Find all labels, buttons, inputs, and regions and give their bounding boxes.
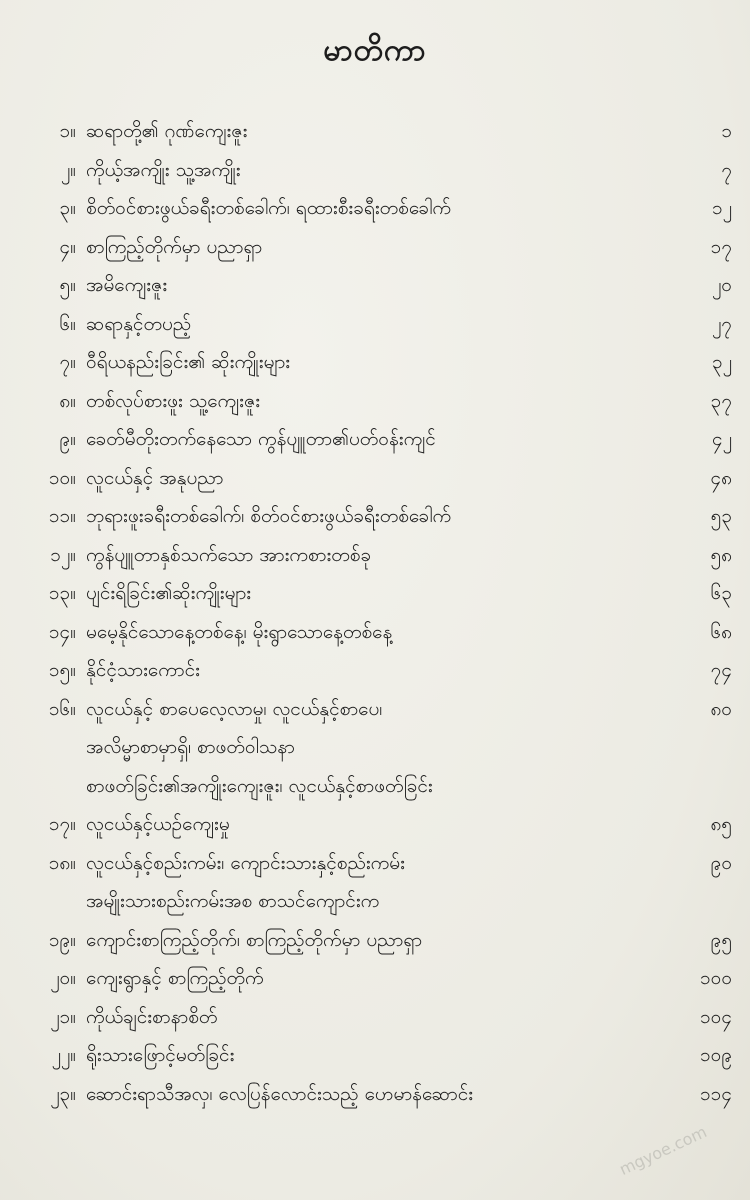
- entry-number: ၁၀။: [48, 466, 76, 489]
- entry-page: ၁၂: [711, 197, 732, 219]
- entry-number: ၁၈။: [48, 851, 76, 874]
- entry-number: ၁။: [59, 120, 76, 142]
- entry-title: ဘုရားဖူးခရီးတစ်ခေါက်၊ စိတ်ဝင်စားဖွယ်ခရီးတစ်ခေါက်: [86, 505, 452, 527]
- entry-title: မမေ့နိုင်သောနေ့တစ်နေ့၊ မိုးရွာသောနေ့တစ်နေ့: [86, 620, 393, 643]
- entry-page: ၅၃: [710, 505, 732, 527]
- toc-row: [20, 343, 732, 382]
- entry-title: ကွန်ပျူတာနှစ်သက်သော အားကစားတစ်ခု: [86, 543, 372, 566]
- entry-title: ကိုယ့်အကျိုး သူ့အကျိုး: [86, 158, 241, 181]
- entry-page: ၈၀: [710, 697, 732, 720]
- entry-title: ပျင်းရိခြင်း၏ဆိုးကျိုးများ: [86, 582, 252, 604]
- toc-row: [20, 151, 732, 190]
- toc-row-continued: [20, 882, 732, 921]
- entry-page: ၇: [721, 158, 732, 181]
- entry-page: ၁၁၄: [699, 1082, 732, 1105]
- entry-title: ဝီရိယနည်းခြင်း၏ ဆိုးကျိုးများ: [86, 351, 291, 373]
- entry-number: ၂၃။: [50, 1082, 76, 1105]
- entry-page: ၇၄: [710, 659, 732, 681]
- entry-number: ၁၁။: [48, 505, 76, 527]
- entry-number: ၁၄။: [48, 620, 76, 643]
- entry-title: ရိုးသားဖြောင့်မတ်ခြင်း: [86, 1044, 235, 1066]
- toc-row: [20, 536, 732, 575]
- toc-row: [20, 651, 732, 690]
- toc-row-continued: [20, 767, 732, 806]
- entry-page: ၉၅: [710, 928, 732, 951]
- entry-title: လူငယ်နှင့်စည်းကမ်း၊ ကျောင်းသားနှင့်စည်းကမ်း: [86, 851, 405, 874]
- entry-page: ၆၈: [710, 620, 732, 643]
- entry-title: တစ်လုပ်စားဖူး သူ့ကျေးဇူး: [86, 389, 261, 412]
- entry-title: ဆရာတို့၏ ဂုဏ်ကျေးဇူး: [86, 120, 248, 142]
- entry-page: ၆၃: [710, 582, 732, 604]
- toc-row: [20, 690, 732, 729]
- toc-row: [20, 266, 732, 305]
- entry-page: ၂၀: [711, 274, 732, 296]
- entry-number: ၅။: [59, 274, 76, 296]
- entry-title: ခေတ်မီတိုးတက်နေသော ကွန်ပျူတာ၏ပတ်ဝန်းကျင်: [86, 428, 436, 450]
- toc-row: [20, 189, 732, 228]
- entry-title: လူငယ်နှင့်ယဉ်ကျေးမှု: [86, 813, 230, 835]
- entry-page: ၁၀၄: [699, 1005, 732, 1028]
- entry-number: ၆။: [59, 312, 76, 335]
- entry-title: အလိမ္မာစာမှာရှိ၊ စာဖတ်ဝါသနာ: [86, 736, 295, 758]
- entry-page: ၂၇: [711, 312, 732, 335]
- toc-row: [20, 805, 732, 844]
- entry-page: ၉၀: [710, 851, 732, 874]
- toc-row: [20, 1075, 732, 1114]
- entry-number: ၁၂။: [50, 543, 76, 566]
- entry-page: ၄၈: [710, 466, 732, 489]
- entry-page: ၈၅: [710, 813, 732, 835]
- entry-number: ၃။: [59, 197, 76, 219]
- entry-page: ၁၇: [710, 235, 732, 258]
- entry-title: ကိုယ်ချင်းစာနာစိတ်: [86, 1005, 218, 1028]
- toc-row: [20, 959, 732, 998]
- entry-title: အမျိုးသားစည်းကမ်းအစ စာသင်ကျောင်းက: [86, 890, 380, 912]
- entry-page: ၃၇: [710, 389, 732, 412]
- toc-row: [20, 459, 732, 498]
- toc-row-continued: [20, 728, 732, 767]
- entry-page: ၅၈: [710, 543, 732, 566]
- entry-page: ၄၂: [711, 428, 732, 450]
- entry-number: ၁၉။: [48, 928, 76, 951]
- entry-title: ဆရာနှင့်တပည့်: [86, 312, 192, 335]
- toc-row: [20, 228, 732, 267]
- entry-title: စာဖတ်ခြင်း၏အကျိုးကျေးဇူး၊ လူငယ်နှင့်စာဖတ်ခြင်း: [86, 774, 433, 797]
- toc-row: [20, 112, 732, 151]
- entry-title: လူငယ်နှင့် အနုပညာ: [86, 466, 224, 489]
- entry-number: ၂၀။: [50, 967, 76, 989]
- entry-title: အမိကျေးဇူး: [86, 274, 168, 296]
- toc-row: [20, 574, 732, 613]
- entry-title: နိုင်ငံ့သားကောင်း: [86, 659, 200, 681]
- toc-row: [20, 921, 732, 960]
- entry-number: ၂၁။: [50, 1005, 76, 1028]
- entry-title: စိတ်ဝင်စားဖွယ်ခရီးတစ်ခေါက်၊ ရထားစီးခရီးတစ်ခေါက်: [86, 197, 451, 219]
- entry-number: ၈။: [59, 389, 76, 412]
- watermark: mgyoe.com: [616, 1122, 710, 1179]
- entry-number: ၁၅။: [48, 659, 76, 681]
- toc-row: [20, 382, 732, 421]
- toc-row: [20, 844, 732, 883]
- toc-row: [20, 613, 732, 652]
- entry-title: ဆောင်းရာသီအလှ၊ လေပြန်လောင်းသည့် ဟေမာန်ဆောင်း: [86, 1082, 474, 1105]
- toc-row: [20, 305, 732, 344]
- entry-number: ၂၂။: [51, 1044, 76, 1066]
- entry-number: ၁၃။: [48, 582, 76, 604]
- entry-page: ၁၀၉: [699, 1044, 732, 1066]
- entry-number: ၄။: [59, 235, 76, 258]
- entry-number: ၉။: [59, 428, 76, 450]
- entry-number: ၁၇။: [48, 813, 76, 835]
- table-of-contents: [20, 112, 732, 1113]
- toc-row: [20, 998, 732, 1037]
- entry-number: ၁၆။: [48, 697, 76, 720]
- toc-row: [20, 1036, 732, 1075]
- entry-title: စာကြည့်တိုက်မှာ ပညာရှာ: [86, 235, 263, 258]
- entry-page: ၁၀၀: [699, 967, 732, 989]
- toc-row: [20, 420, 732, 459]
- toc-row: [20, 497, 732, 536]
- entry-title: လူငယ်နှင့် စာပေလေ့လာမှု၊ လူငယ်နှင့်စာပေ၊: [86, 697, 383, 720]
- entry-number: ၂။: [60, 158, 76, 181]
- entry-title: ကျေးရွာနှင့် စာကြည့်တိုက်: [86, 967, 264, 989]
- entry-title: ကျောင်းစာကြည့်တိုက်၊ စာကြည့်တိုက်မှာ ပညာရှာ: [86, 928, 423, 951]
- entry-page: ၃၂: [711, 351, 732, 373]
- page-title: မာတိကာ: [323, 33, 427, 68]
- entry-number: ၇။: [59, 351, 76, 373]
- entry-page: ၁: [721, 120, 732, 142]
